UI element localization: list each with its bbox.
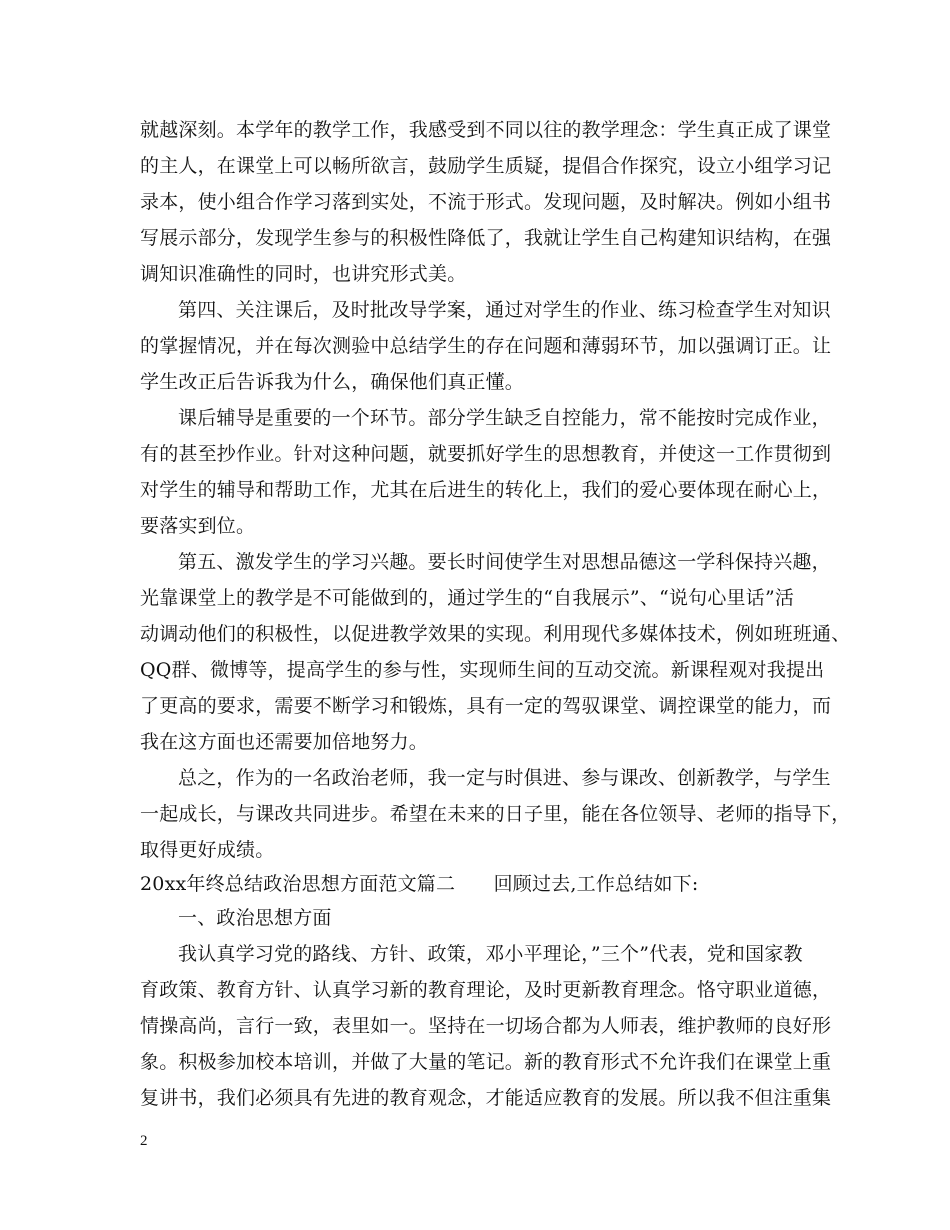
text-line: 象。积极参加校本培训，并做了大量的笔记。新的教育形式不允许我们在课堂上重 [140,1051,832,1073]
paragraph-start-line: 总之，作为的一名政治老师，我一定与时俱进、参与课改、创新教学，与学生 [178,767,831,789]
text-line: 一起成长，与课改共同进步。希望在未来的日子里，能在各位领导、老师的指导下， [140,803,851,825]
text-line: 录本，使小组合作学习落到实处，不流于形式。发现问题，及时解决。例如小组书 [140,191,832,213]
text-line: 的掌握情况，并在每次测验中总结学生的存在问题和薄弱环节，加以强调订正。让 [140,335,832,357]
text-line: 动调动他们的积极性，以促进教学效果的实现。利用现代多媒体技术，例如班班通、 [140,623,851,645]
paragraph-start-line: 第五、激发学生的学习兴趣。要长时间使学生对思想品德这一学科保持兴趣， [178,551,831,573]
subsection-heading: 一、政治思想方面 [178,907,332,929]
text-line: 我在这方面也还需要加倍地努力。 [140,731,429,753]
text-line: 光靠课堂上的教学是不可能做到的，通过学生的“自我展示”、“说句心里话”活 [140,587,795,609]
text-line: 学生改正后告诉我为什么，确保他们真正懂。 [140,371,525,393]
page-number: 2 [140,1133,148,1149]
text-line: 复讲书，我们必须具有先进的教育观念，才能适应教育的发展。所以我不但注重集 [140,1087,832,1109]
text-line: QQ群、微博等，提高学生的参与性，实现师生间的互动交流。新课程观对我提出 [140,659,825,681]
section-heading-line: 20xx年终总结政治思想方面范文篇二 回顾过去,工作总结如下: [140,873,699,895]
text-line: 调知识准确性的同时，也讲究形式美。 [140,263,467,285]
text-line: 取得更好成绩。 [140,839,275,861]
text-line: 了更高的要求，需要不断学习和锻炼，具有一定的驾驭课堂、调控课堂的能力，而 [140,695,832,717]
text-line: 写展示部分，发现学生参与的积极性降低了，我就让学生自己构建知识结构，在强 [140,227,832,249]
text-line: 育政策、教育方针、认真学习新的教育理论，及时更新教育理念。恪守职业道德， [140,979,832,1001]
paragraph-start-line: 课后辅导是重要的一个环节。部分学生缺乏自控能力，常不能按时完成作业， [178,407,831,429]
paragraph-start-line: 我认真学习党的路线、方针、政策，邓小平理论，”三个”代表，党和国家教 [178,943,803,965]
text-line: 有的甚至抄作业。针对这种问题，就要抓好学生的思想教育，并使这一工作贯彻到 [140,443,832,465]
text-line: 的主人，在课堂上可以畅所欲言，鼓励学生质疑，提倡合作探究，设立小组学习记 [140,155,832,177]
paragraph-start-line: 第四、关注课后，及时批改导学案，通过对学生的作业、练习检查学生对知识 [178,299,831,321]
text-line: 对学生的辅导和帮助工作，尤其在后进生的转化上，我们的爱心要体现在耐心上， [140,479,832,501]
text-line: 就越深刻。本学年的教学工作，我感受到不同以往的教学理念：学生真正成了课堂 [140,119,832,141]
text-line: 要落实到位。 [140,515,256,537]
text-line: 情操高尚，言行一致，表里如一。坚持在一切场合都为人师表，维护教师的良好形 [140,1015,832,1037]
